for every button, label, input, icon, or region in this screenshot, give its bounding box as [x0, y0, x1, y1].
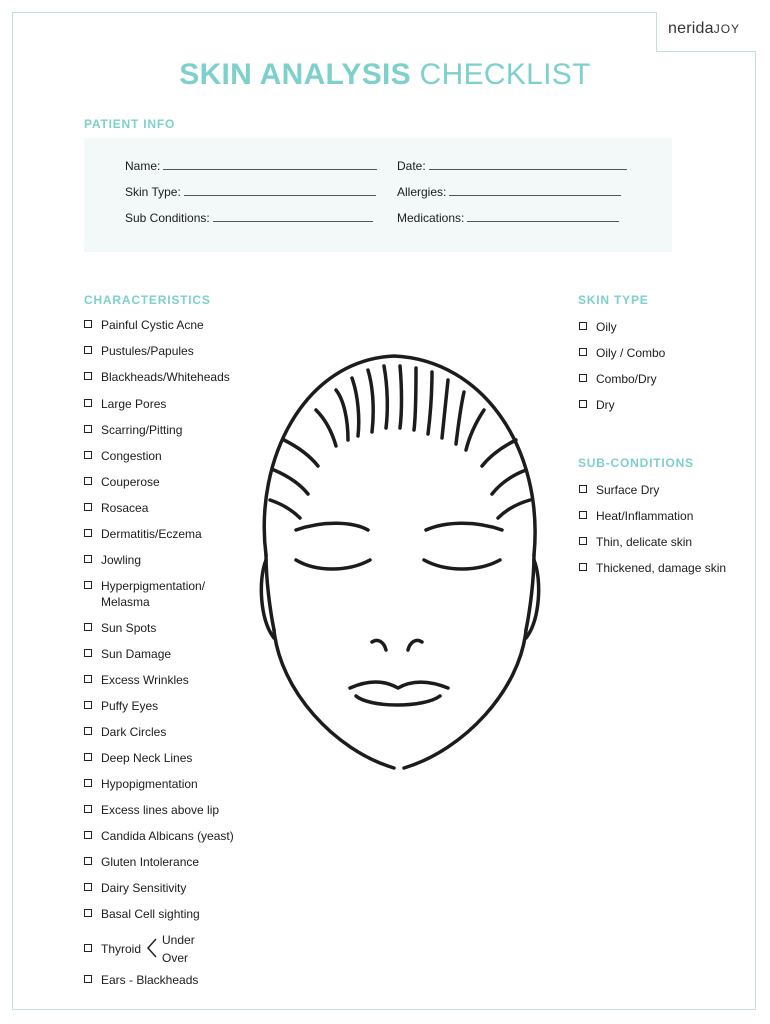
checkbox[interactable]	[84, 675, 92, 683]
checkbox[interactable]	[84, 883, 92, 891]
checkbox[interactable]	[84, 581, 92, 589]
checkbox[interactable]	[84, 346, 92, 354]
check-label: Deep Neck Lines	[101, 751, 193, 765]
checkbox[interactable]	[84, 909, 92, 917]
check-label: Excess lines above lip	[101, 803, 220, 817]
check-label: Thickened, damage skin	[596, 561, 727, 575]
logo-text-joy: JOY	[713, 22, 741, 36]
checkbox[interactable]	[84, 857, 92, 865]
allergies-line[interactable]	[449, 185, 621, 196]
check-label: Hyperpigmentation/	[101, 579, 206, 593]
name-label: Name:	[125, 159, 161, 173]
check-label: Jowling	[101, 553, 142, 567]
check-label: Oily / Combo	[596, 346, 666, 360]
check-label: Dark Circles	[101, 725, 167, 739]
check-label: Couperose	[101, 475, 160, 489]
sub-conditions-label: Sub Conditions:	[125, 211, 210, 225]
checkbox[interactable]	[579, 400, 587, 408]
check-label: Oily	[596, 320, 617, 334]
sub-conditions-line[interactable]	[213, 211, 373, 222]
checkbox[interactable]	[84, 399, 92, 407]
check-label: Painful Cystic Acne	[101, 318, 204, 332]
check-label: Combo/Dry	[596, 372, 657, 386]
checkbox[interactable]	[84, 555, 92, 563]
checkbox[interactable]	[84, 805, 92, 813]
check-label: Ears - Blackheads	[101, 973, 199, 987]
checkbox[interactable]	[579, 537, 587, 545]
checkbox[interactable]	[579, 322, 587, 330]
checkbox[interactable]	[84, 701, 92, 709]
checkbox[interactable]	[84, 779, 92, 787]
check-label: Puffy Eyes	[101, 699, 159, 713]
checkbox[interactable]	[84, 753, 92, 761]
thyroid-over-label: Over	[162, 951, 189, 965]
check-label: Heat/Inflammation	[596, 509, 694, 523]
skin-type-heading: SKIN TYPE	[578, 293, 649, 307]
checkbox[interactable]	[579, 348, 587, 356]
check-label: Sun Spots	[101, 621, 157, 635]
date-label: Date:	[397, 159, 426, 173]
title-bold: SKIN ANALYSIS	[179, 58, 411, 91]
check-label: Thin, delicate skin	[596, 535, 693, 549]
checkbox[interactable]	[84, 623, 92, 631]
checkbox[interactable]	[579, 563, 587, 571]
skin-type-field[interactable]	[125, 185, 376, 199]
check-label: Sun Damage	[101, 647, 172, 661]
check-label: Excess Wrinkles	[101, 673, 189, 687]
checkbox[interactable]	[84, 503, 92, 511]
check-label: Dairy Sensitivity	[101, 881, 187, 895]
bracket-icon	[145, 937, 159, 959]
check-label: Pustules/Papules	[101, 344, 194, 358]
characteristics-heading: CHARACTERISTICS	[84, 293, 211, 307]
date-field[interactable]	[397, 159, 627, 173]
checkbox[interactable]	[579, 485, 587, 493]
check-label: Surface Dry	[596, 483, 660, 497]
checkbox[interactable]	[84, 944, 92, 952]
check-label: Gluten Intolerance	[101, 855, 200, 869]
sub-conditions-heading: SUB-CONDITIONS	[578, 456, 694, 470]
checkbox[interactable]	[84, 727, 92, 735]
medications-line[interactable]	[467, 211, 619, 222]
checkbox[interactable]	[579, 374, 587, 382]
check-label: Large Pores	[101, 397, 167, 411]
check-label: Thyroid	[101, 942, 142, 956]
checkbox[interactable]	[84, 649, 92, 657]
check-label: Dry	[596, 398, 615, 412]
name-line[interactable]	[163, 159, 377, 170]
check-label: Basal Cell sighting	[101, 907, 200, 921]
checkbox[interactable]	[84, 529, 92, 537]
patient-info-heading: PATIENT INFO	[84, 117, 176, 131]
medications-label: Medications:	[397, 211, 465, 225]
check-label: Candida Albicans (yeast)	[101, 829, 234, 843]
thyroid-under-label: Under	[162, 933, 195, 947]
allergies-field[interactable]	[397, 185, 621, 199]
check-label: Congestion	[101, 449, 162, 463]
sub-conditions-field[interactable]	[125, 211, 373, 225]
title-light: CHECKLIST	[411, 58, 591, 91]
allergies-label: Allergies:	[397, 185, 447, 199]
face-illustration	[244, 340, 554, 780]
checkbox[interactable]	[84, 451, 92, 459]
check-label: Hypopigmentation	[101, 777, 198, 791]
check-label: Dermatitis/Eczema	[101, 527, 202, 541]
check-label: Rosacea	[101, 501, 149, 515]
checkbox[interactable]	[579, 511, 587, 519]
brand-logo	[668, 20, 740, 38]
checkbox[interactable]	[84, 320, 92, 328]
medications-field[interactable]	[397, 211, 619, 225]
check-label: Melasma	[101, 595, 150, 609]
date-line[interactable]	[429, 159, 627, 170]
check-label: Blackheads/Whiteheads	[101, 370, 230, 384]
checkbox[interactable]	[84, 425, 92, 433]
skin-type-label: Skin Type:	[125, 185, 181, 199]
checkbox[interactable]	[84, 372, 92, 380]
check-label: Scarring/Pitting	[101, 423, 183, 437]
skin-type-line[interactable]	[184, 185, 376, 196]
page-title	[0, 58, 770, 92]
checkbox[interactable]	[84, 831, 92, 839]
name-field[interactable]	[125, 159, 377, 173]
checkbox[interactable]	[84, 975, 92, 983]
checkbox[interactable]	[84, 477, 92, 485]
logo-text: nerida	[668, 20, 714, 37]
